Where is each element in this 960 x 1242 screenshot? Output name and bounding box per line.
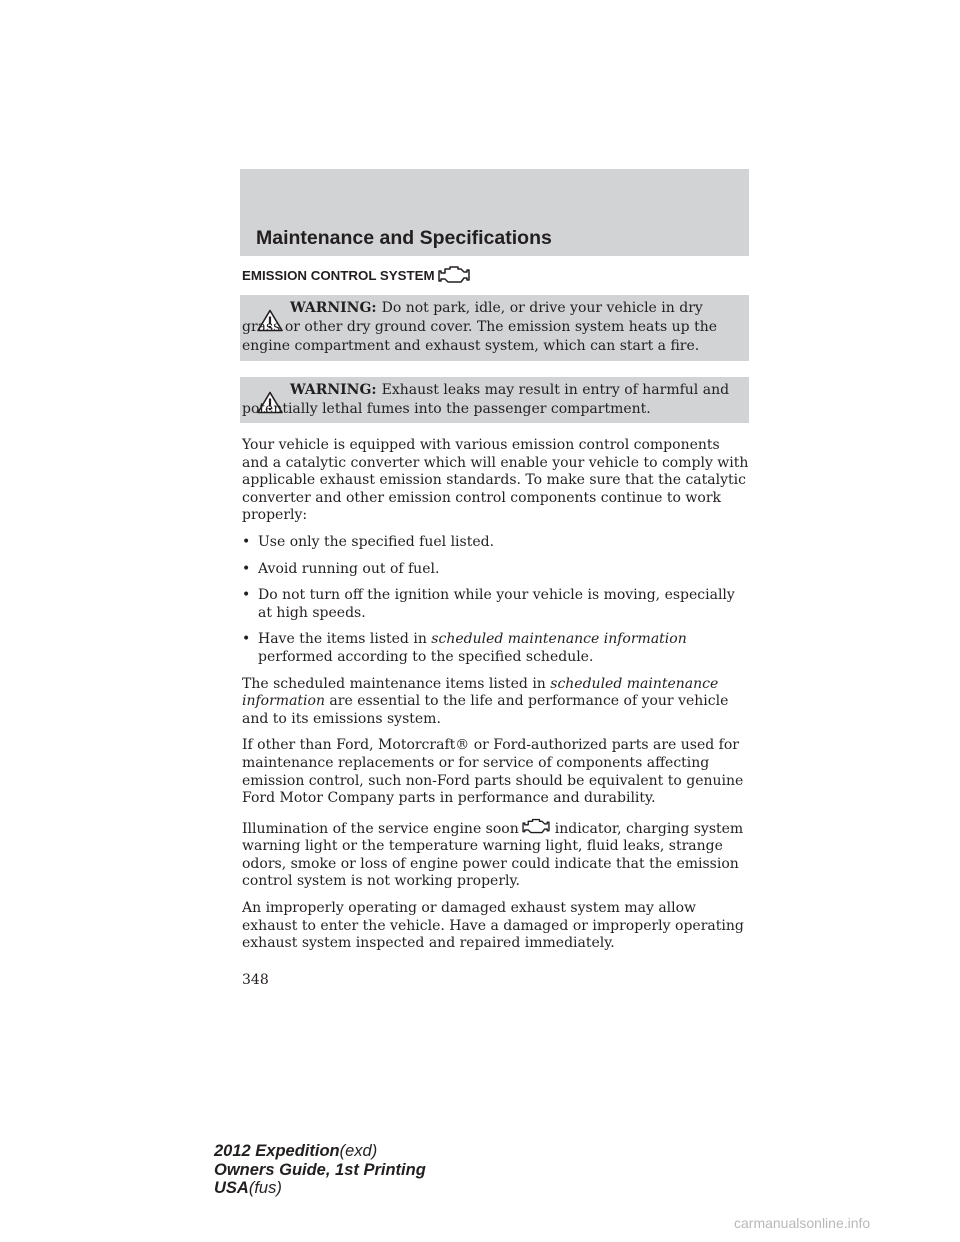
chapter-title: Maintenance and Specifications [256,227,552,249]
list-item [242,561,750,579]
cross-reference: scheduled maintenance information [242,675,719,710]
list-item [242,587,750,622]
section-title: EMISSION CONTROL SYSTEM [242,267,435,283]
paragraph: An improperly operating or damaged exhaust system may allow exhaust to enter the vehicle. Have a damaged or improperly operating exhaust system inspected and repaired immediately. [242,900,744,952]
engine-icon [521,817,551,836]
warning-body: Do not park, idle, or drive your vehicle in dry grass or other dry ground cover. The emission system heats up the engine compartment and exhaust system, which can start a fire. [242,300,718,354]
footer-line [214,1179,426,1198]
footer-model: 2012 Expedition [214,1142,340,1160]
warning-box [240,295,749,361]
footer-line: Owners Guide, 1st Printing [214,1160,426,1179]
bullet-dot: • [242,587,251,604]
paragraph [242,817,750,891]
document-footer [214,1142,426,1198]
list-item-text: Do not turn off the ignition while your vehicle is moving, especially at high speeds. [258,587,735,621]
paragraph-text: Illumination of the service engine soon [242,820,519,837]
warning-box [240,377,749,423]
list-item-text: Have the items listed in [258,631,432,648]
footer-model-code: (exd) [339,1142,378,1160]
watermark: carmanualsonline.info [734,1215,871,1231]
cross-reference: scheduled maintenance information [431,631,687,648]
warning-text [242,381,745,419]
bullet-list [242,534,750,667]
paragraph-text: The scheduled maintenance items listed in [242,675,551,692]
list-item-text: performed according to the specified schedule. [258,648,594,665]
section-heading [242,264,471,286]
engine-icon [437,264,471,286]
warning-body: Exhaust leaks may result in entry of harmful and potentially lethal fumes into the passenger compartment. [242,382,730,417]
page-number: 348 [242,972,269,988]
list-item [242,534,750,552]
chapter-header [240,169,749,256]
paragraph: If other than Ford, Motorcraft® or Ford-authorized parts are used for maintenance replacements or for service of components affecting emission control, such non-Ford parts should be equivalent to genuine Ford Motor Company parts in performance and durability. [242,737,744,807]
warning-text [242,299,745,356]
bullet-dot: • [242,560,251,577]
bullet-dot: • [242,631,251,648]
paragraph-text: are essential to the life and performance of your vehicle and to its emissions system. [242,693,729,727]
intro-paragraph: Your vehicle is equipped with various emission control components and a catalytic converter which will enable your vehicle to comply with applicable exhaust emission standards. To make sure that the catalytic converter and other emission control components continue to work properly: [242,437,749,524]
paragraph [242,676,750,729]
body-content [242,437,750,962]
list-item [242,631,750,666]
footer-line [214,1142,426,1161]
paragraph-text: indicator, charging system warning light or the temperature warning light, fluid leaks, strange odors, smoke or loss of engine power could indicate that the emission control system is not working properly. [242,820,744,890]
bullet-dot: • [242,533,251,550]
footer-market-code: (fus) [248,1179,282,1197]
warning-label: WARNING: [290,300,377,316]
warning-label: WARNING: [290,382,377,398]
footer-market: USA [214,1179,249,1197]
list-item-text: Avoid running out of fuel. [258,560,440,577]
list-item-text: Use only the specified fuel listed. [258,533,495,550]
